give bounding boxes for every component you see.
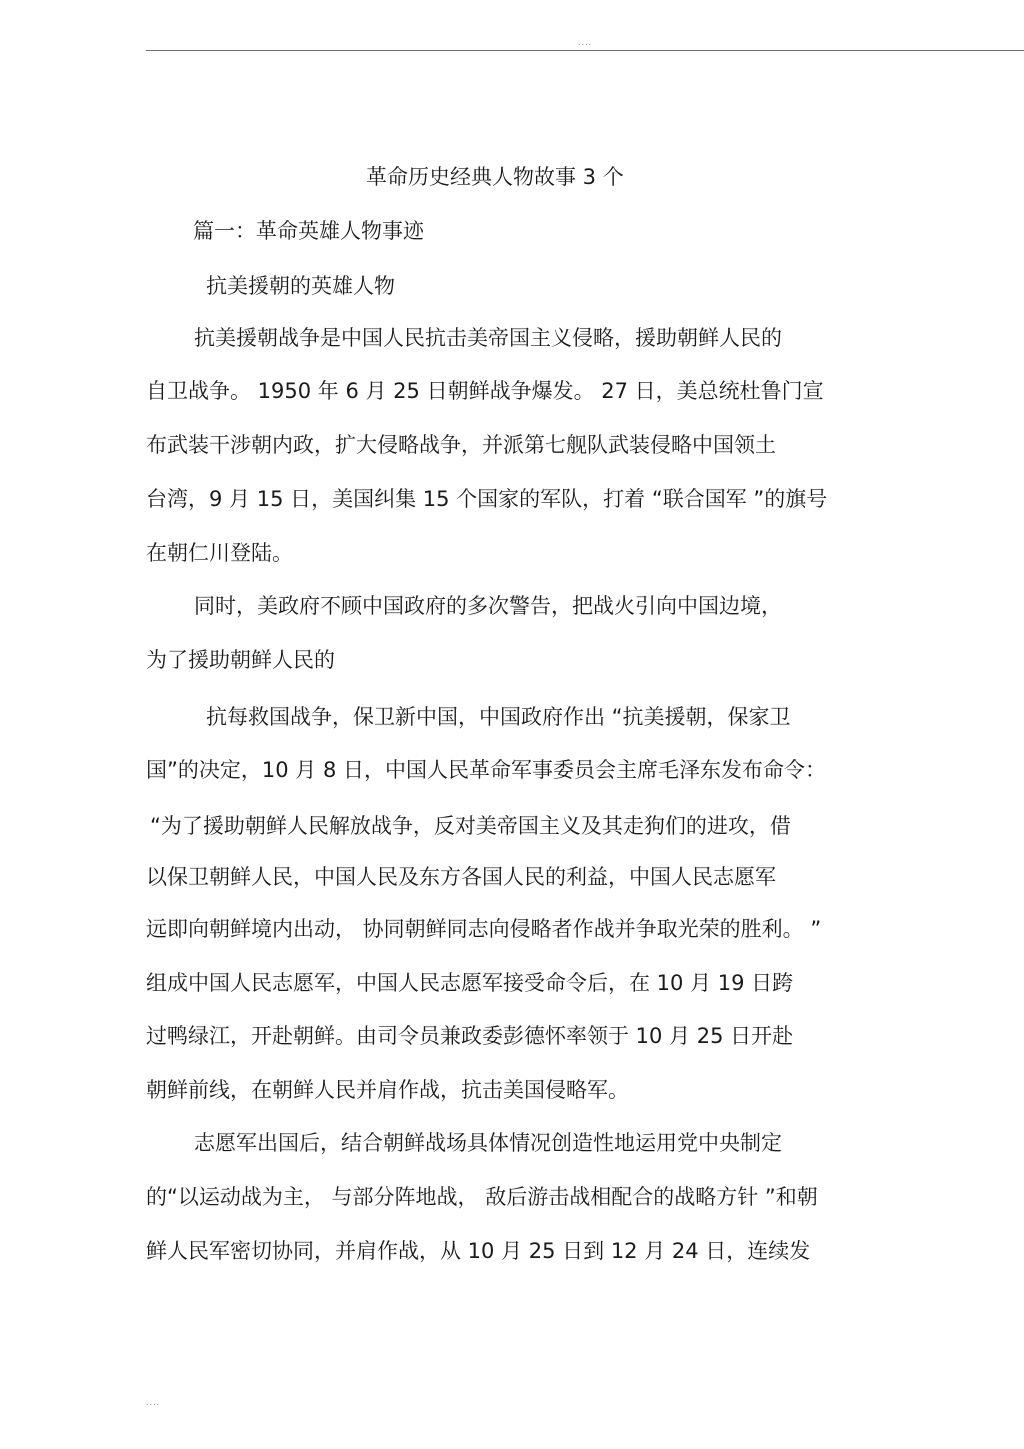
paragraph-line: 抗每救国战争，保卫新中国，中国政府作出 “抗美援朝，保家卫 [206, 705, 791, 729]
paragraph-line: 的“以运动战为主， 与部分阵地战， 敌后游击战相配合的战略方针 ”和朝 [146, 1185, 818, 1209]
document-title: 革命历史经典人物故事 3 个 [366, 165, 624, 189]
paragraph-line: 朝鲜前线，在朝鲜人民并肩作战，抗击美国侵略军。 [146, 1078, 629, 1102]
paragraph-line: 组成中国人民志愿军，中国人民志愿军接受命令后，在 10 月 19 日跨 [146, 971, 794, 995]
footer-dots: .... [146, 1398, 161, 1407]
header-dots: .... [578, 38, 593, 47]
section-heading: 篇一：革命英雄人物事迹 [193, 219, 424, 243]
paragraph-line: 台湾，9 月 15 日，美国纠集 15 个国家的军队，打着 “联合国军 ”的旗号 [146, 487, 828, 511]
paragraph-line: “为了援助朝鲜人民解放战争，反对美帝国主义及其走狗们的进攻，借 [150, 814, 791, 838]
paragraph-line: 远即向朝鲜境内出动， 协同朝鲜同志向侵略者作战并争取光荣的胜利。 ” [146, 917, 822, 941]
paragraph-line: 以保卫朝鲜人民，中国人民及东方各国人民的利益，中国人民志愿军 [146, 865, 776, 889]
paragraph-line: 为了援助朝鲜人民的 [146, 648, 335, 672]
paragraph-line: 在朝仁川登陆。 [146, 541, 293, 565]
paragraph-line: 志愿军出国后，结合朝鲜战场具体情况创造性地运用党中央制定 [194, 1131, 782, 1155]
paragraph-line: 鲜人民军密切协同，并肩作战，从 10 月 25 日到 12 月 24 日，连续发 [146, 1239, 811, 1263]
paragraph-line: 过鸭绿江，开赴朝鲜。由司令员兼政委彭德怀率领于 10 月 25 日开赴 [146, 1024, 794, 1048]
paragraph-line: 布武装干涉朝内政，扩大侵略战争，并派第七舰队武装侵略中国领土 [146, 433, 776, 457]
subheading: 抗美援朝的英雄人物 [206, 274, 395, 298]
paragraph-line: 同时，美政府不顾中国政府的多次警告，把战火引向中国边境， [194, 594, 782, 618]
paragraph-line: 国”的决定，10 月 8 日，中国人民革命军事委员会主席毛泽东发布命令： [146, 758, 826, 782]
paragraph-line: 抗美援朝战争是中国人民抗击美帝国主义侵略，援助朝鲜人民的 [194, 326, 782, 350]
paragraph-line: 自卫战争。 1950 年 6 月 25 日朝鲜战争爆发。 27 日，美总统杜鲁门宣 [146, 379, 824, 403]
header-rule [146, 50, 1024, 51]
